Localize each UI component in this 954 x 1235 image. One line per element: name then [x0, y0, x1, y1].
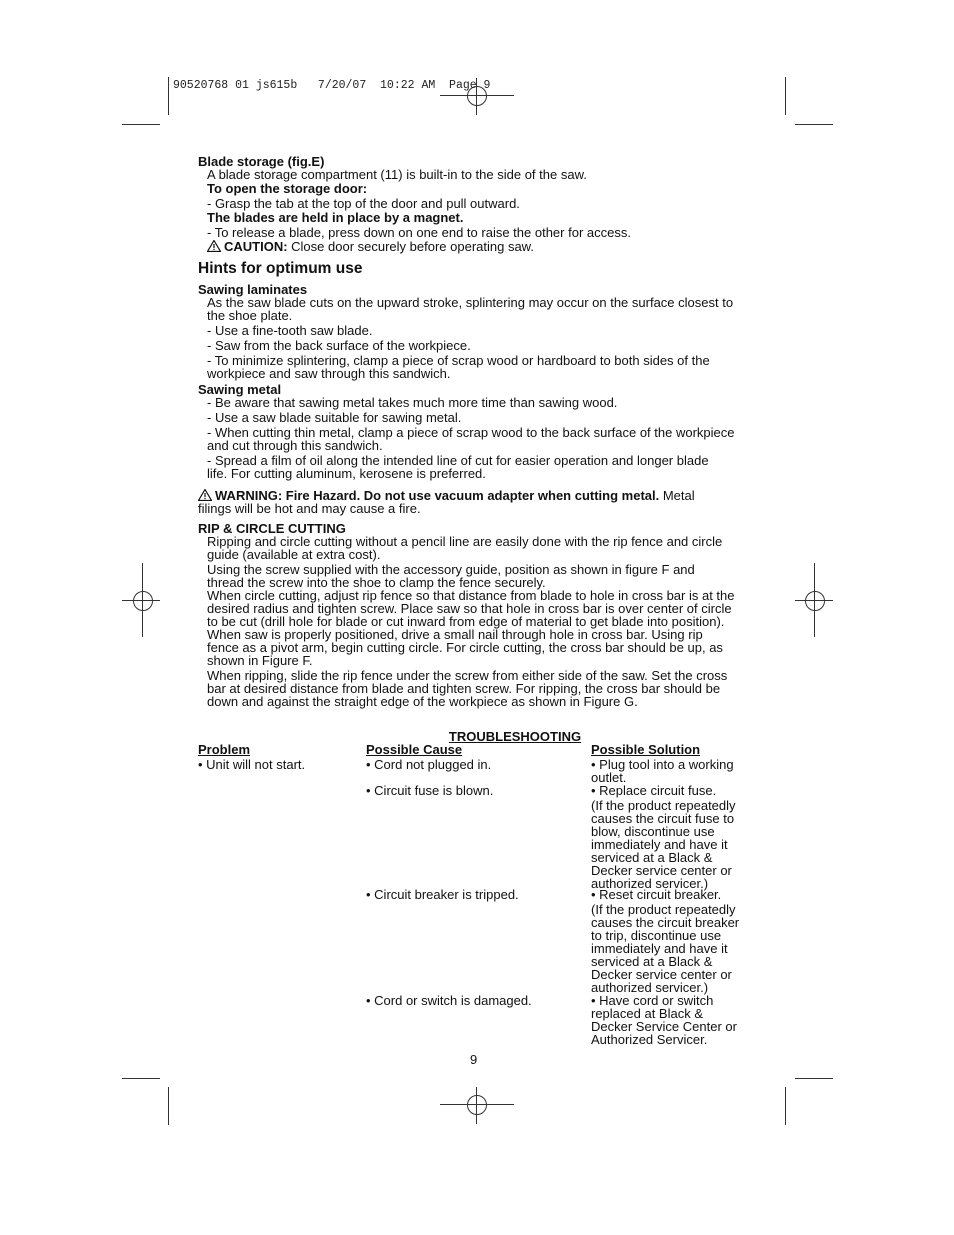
table-row: [198, 758, 768, 784]
solution-line: (If the product repeatedly: [591, 902, 736, 917]
table-row: [198, 783, 768, 891]
solution-cell: [591, 888, 761, 994]
open-door-heading: To open the storage door:: [207, 181, 368, 196]
solution-line: authorized servicer.): [591, 980, 709, 995]
warning-triangle-icon: [198, 489, 212, 501]
solution-cell: [591, 758, 761, 784]
solution-line: immediately and have it: [591, 941, 728, 956]
registration-line: [440, 95, 514, 96]
problem-header: Problem: [198, 742, 251, 757]
troubleshooting-header-row: [198, 743, 768, 758]
caution-line: [207, 240, 768, 253]
metal-tip: and cut through this sandwich.: [207, 438, 383, 453]
crop-mark: [795, 124, 833, 125]
solution-line: replaced at Black &: [591, 1006, 704, 1021]
solution-line: serviced at a Black &: [591, 954, 713, 969]
release-step: - To release a blade, press down on one end to raise the other for access.: [207, 225, 631, 240]
solution-line: outlet.: [591, 770, 627, 785]
solution-cell: [591, 994, 761, 1046]
registration-target: [805, 591, 825, 611]
metal-tip: life. For cutting aluminum, kerosene is preferred.: [207, 466, 486, 481]
rip-text: bar at desired distance from blade and tighten screw. For ripping, the cross bar should be: [207, 681, 721, 696]
rip-heading: RIP & CIRCLE CUTTING: [198, 521, 346, 536]
problem-cell: • Unit will not start.: [198, 757, 306, 772]
registration-line: [814, 563, 815, 637]
registration-line: [122, 600, 160, 601]
open-door-step: - Grasp the tab at the top of the door and pull outward.: [207, 196, 520, 211]
table-row: [198, 994, 768, 1046]
caution-label: CAUTION:: [224, 239, 288, 254]
crop-mark: [785, 77, 786, 115]
laminates-tip: - Use a fine-tooth saw blade.: [207, 323, 373, 338]
solution-line: • Reset circuit breaker.: [591, 887, 722, 902]
blade-storage-heading: Blade storage (fig.E): [198, 154, 325, 169]
laminates-intro: the shoe plate.: [207, 308, 293, 323]
rip-text: When ripping, slide the rip fence under the screw from either side of the saw. Set the cross: [207, 668, 728, 683]
laminates-tip: - To minimize splintering, clamp a piece of scrap wood or hardboard to both sides of the: [207, 353, 710, 368]
page-number: 9: [470, 1052, 478, 1067]
solution-line: causes the circuit fuse to: [591, 811, 735, 826]
rip-text: fence as a pivot arm, begin cutting circle. For circle cutting, the cross bar should be up, as: [207, 640, 723, 655]
metal-tip: - Be aware that sawing metal takes much more time than sawing wood.: [207, 395, 618, 410]
crop-mark: [168, 77, 169, 115]
metal-heading: Sawing metal: [198, 382, 282, 397]
warning-bold-text: WARNING: Fire Hazard. Do not use vacuum adapter when cutting metal.: [215, 488, 660, 503]
solution-line: authorized servicer.): [591, 876, 709, 891]
rip-text: to be cut (drill hole for blade or cut inward from edge of material to get blade into position).: [207, 614, 725, 629]
solution-line: serviced at a Black &: [591, 850, 713, 865]
solution-line: Authorized Servicer.: [591, 1032, 708, 1047]
rip-text: desired radius and tighten screw. Place saw so that hole in cross bar is over center of circle: [207, 601, 732, 616]
hints-heading: Hints for optimum use: [198, 260, 363, 277]
caution-text: Close door securely before operating saw.: [287, 239, 534, 254]
rip-text: down and against the straight edge of the workpiece as shown in Figure G.: [207, 694, 638, 709]
blade-storage-text: A blade storage compartment (11) is built-in to the side of the saw.: [207, 167, 587, 182]
solution-cell: [591, 784, 761, 890]
rip-text: shown in Figure F.: [207, 653, 313, 668]
rip-text: Ripping and circle cutting without a pencil line are easily done with the rip fence and circle: [207, 534, 723, 549]
solution-header: Possible Solution: [591, 742, 701, 757]
registration-line: [142, 563, 143, 637]
registration-target: [133, 591, 153, 611]
laminates-heading: Sawing laminates: [198, 282, 308, 297]
registration-target: [467, 1095, 487, 1115]
warning-text: filings will be hot and may cause a fire.: [198, 501, 421, 516]
cause-cell: • Circuit breaker is tripped.: [366, 887, 519, 902]
cause-header: Possible Cause: [366, 742, 463, 757]
print-slug: 90520768 01 js615b 7/20/07 10:22 AM Page 9: [173, 79, 491, 92]
solution-line: causes the circuit breaker: [591, 915, 740, 930]
solution-line: to trip, discontinue use: [591, 928, 722, 943]
solution-line: Decker service center or: [591, 863, 732, 878]
registration-line: [476, 1087, 477, 1124]
solution-line: immediately and have it: [591, 837, 728, 852]
crop-mark: [168, 1087, 169, 1125]
crop-mark: [122, 1078, 160, 1079]
registration-line: [440, 1104, 514, 1105]
crop-mark: [122, 124, 160, 125]
laminates-tip: - Saw from the back surface of the workpiece.: [207, 338, 471, 353]
warning-triangle-icon: [207, 240, 221, 252]
laminates-intro: As the saw blade cuts on the upward stroke, splintering may occur on the surface closest to: [207, 295, 734, 310]
crop-mark: [795, 1078, 833, 1079]
rip-text: Using the screw supplied with the accessory guide, position as shown in figure F and: [207, 562, 695, 577]
rip-text: guide (available at extra cost).: [207, 547, 381, 562]
solution-line: (If the product repeatedly: [591, 798, 736, 813]
laminates-tip: workpiece and saw through this sandwich.: [207, 366, 451, 381]
rip-text: When saw is properly positioned, drive a small nail through hole in cross bar. Using rip: [207, 627, 703, 642]
troubleshooting-title: TROUBLESHOOTING: [448, 729, 582, 744]
table-row: [198, 888, 768, 994]
solution-line: • Replace circuit fuse.: [591, 783, 717, 798]
warning-text: Metal: [659, 488, 695, 503]
rip-text: thread the screw into the shoe to clamp the fence securely.: [207, 575, 546, 590]
solution-line: • Plug tool into a working: [591, 757, 734, 772]
metal-tip: - When cutting thin metal, clamp a piece of scrap wood to the back surface of the workpiece: [207, 425, 735, 440]
magnet-note: The blades are held in place by a magnet.: [207, 210, 464, 225]
solution-line: • Have cord or switch: [591, 993, 714, 1008]
metal-tip: - Spread a film of oil along the intended line of cut for easier operation and longer blade: [207, 453, 709, 468]
solution-line: Decker Service Center or: [591, 1019, 737, 1034]
crop-mark: [785, 1087, 786, 1125]
metal-tip: - Use a saw blade suitable for sawing metal.: [207, 410, 462, 425]
solution-line: blow, discontinue use: [591, 824, 715, 839]
page-content: [198, 155, 768, 1046]
cause-cell: • Cord or switch is damaged.: [366, 993, 532, 1008]
cause-cell: • Cord not plugged in.: [366, 757, 492, 772]
cause-cell: • Circuit fuse is blown.: [366, 783, 494, 798]
solution-line: Decker service center or: [591, 967, 732, 982]
rip-text: When circle cutting, adjust rip fence so that distance from blade to hole in cross bar is at the: [207, 588, 735, 603]
